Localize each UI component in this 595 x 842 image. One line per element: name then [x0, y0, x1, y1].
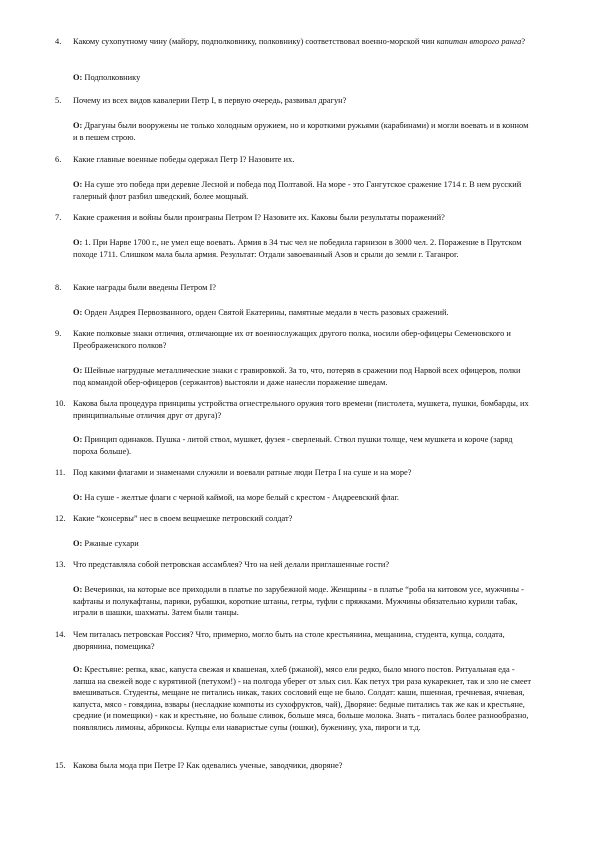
answer-prefix: О: [73, 238, 83, 247]
question-text: Почему из всех видов кавалерии Петр I, в первую очередь, развивал драгун? [73, 96, 347, 105]
question-number: 6. [55, 155, 62, 164]
answer-10 [73, 434, 533, 457]
question-number: 11. [55, 468, 66, 477]
answer-prefix: О: [73, 366, 83, 375]
question-text: Какие полковые знаки отличия, отличающие их от военнослужащих другого полка, носили обер-офицеры Семеновского и Преображенского полков? [73, 329, 511, 350]
answer-text: Ржаные сухари [84, 539, 139, 548]
answer-prefix: О: [73, 121, 83, 130]
question-text: Какому сухопутному чину (майору, подполковнику, полковнику) соответствовал военно-морской чин капитан второго ранга? [73, 37, 526, 46]
question-number: 13. [55, 560, 66, 569]
answer-prefix: О: [73, 585, 83, 594]
answer-12 [73, 538, 533, 550]
answer-text: Принцип одинаков. Пушка - литой ствол, мушкет, фузея - сверленый. Ствол пушки толще, чем мушкета и короче (заряд пороха больше). [73, 435, 513, 456]
question-number: 15. [55, 761, 66, 770]
question-number: 8. [55, 283, 62, 292]
answer-text: Подполковнику [84, 73, 141, 82]
answer-text: На суше это победа при деревне Лесной и победа под Полтавой. На море - это Гангутское сражение 1714 г. В нем русский галерный флот разбил шведский, более мощный. [73, 180, 522, 201]
answer-prefix: О: [73, 308, 83, 317]
answer-prefix: О: [73, 73, 83, 82]
question-number: 7. [55, 213, 62, 222]
question-text: Какова была процедура принципы устройства огнестрельного оружия того времени (пистолета, мушкета, пушки, бомбарды, их принципиальные отличия друг от друга)? [73, 399, 529, 420]
answer-text: Шейные нагрудные металлические знаки с гравировкой. За то, что, потеряв в сражении под Нарвой всех офицеров, полки под командой обер-офицеров (сержантов) выстояли и даже нанесли поражение шведам. [73, 366, 521, 387]
answer-6 [73, 179, 533, 202]
answer-text: Вечеринки, на которые все приходили в платье по зарубежной моде. Женщины - в платье “роба на китовом усе, мужчины - кафтаны и полукафтаны, парики, рубашки, короткие штаны, гетры, туфли с пряжками. Мужчины обязательно курили табак, играли в шашки, шахматы. Затем были танцы. [73, 585, 524, 618]
answer-text: Орден Андрея Первозванного, орден Святой Екатерины, памятные медали в честь разовых сражений. [84, 308, 449, 317]
question-text: Какие “консервы” нес в своем вещмешке петровский солдат? [73, 514, 293, 523]
answer-text: На суше - желтые флаги с черной каймой, на море белый с крестом - Андреевский флаг. [84, 493, 399, 502]
answer-prefix: О: [73, 665, 83, 674]
answer-prefix: О: [73, 493, 83, 502]
answer-text: 1. При Нарве 1700 г., не умел еще воевать. Армия в 34 тыс чел не победила гарнизон в 3000 чел. 2. Поражение в Прутском походе 1711. Слишком мала была армия. Результат: Отдали завоеванный Азов и срыли до земли г. Таганрог. [73, 238, 522, 259]
question-text: Под какими флагами и знаменами служили и воевали ратные люди Петра I на суше и на море? [73, 468, 412, 477]
answer-9 [73, 365, 533, 388]
question-number: 9. [55, 329, 62, 338]
answer-prefix: О: [73, 539, 83, 548]
question-italic-term: капитан второго ранга [436, 37, 522, 46]
answer-11 [73, 492, 533, 504]
answer-text: Крестьяне: репка, квас, капуста свежая и квашеная, хлеб (ржаной), мясо ели редко, было много постов. Ритуальная еда - лапша на свежей воде с курятиной (петухом!) - на полгода уберег от злых сил. Как петух три раза кукарекнет, так и зло не смеет вмешиваться. Студенты, мещане не питались никак, таких сословий еще не было. Солдат: каши, пшенная, гречневая, ячневая, капуста, мясо - говядина, взвары (несладкие компоты из сухофруктов, чай), Дворяне: бедные питались так же как и крестьяне, средние (и помещики) - как и крестьяне, но больше сливок, больше мяса, больше молока. Знать - питалась более разнообразно, появлялись лимоны, абрикосы. Купцы ели наваристые супы (юшки), буженину, уха, пироги и т.д. [73, 665, 532, 732]
question-text: Какие главные военные победы одержал Петр I? Назовите их. [73, 155, 295, 164]
question-number: 12. [55, 514, 66, 523]
question-number: 14. [55, 630, 66, 639]
answer-prefix: О: [73, 180, 83, 189]
answer-13 [73, 584, 533, 619]
question-text: Какие сражения и войны были проиграны Петром I? Назовите их. Каковы были результаты поражений? [73, 213, 445, 222]
answer-prefix: О: [73, 435, 83, 444]
question-text: Какие награды были введены Петром I? [73, 283, 217, 292]
answer-text: Драгуны были вооружены не только холодным оружием, но и короткими ружьями (карабинами) и могли воевать и в конном и в пешем строю. [73, 121, 529, 142]
answer-5 [73, 120, 533, 143]
answer-4 [73, 72, 533, 84]
question-text: Что представляла собой петровская ассамблея? Что на ней делали приглашенные гости? [73, 560, 390, 569]
question-number: 5. [55, 96, 62, 105]
question-text: Какова была мода при Петре I? Как одевались ученые, заводчики, дворяне? [73, 761, 343, 770]
answer-8 [73, 307, 533, 319]
question-text: Чем питалась петровская Россия? Что, примерно, могло быть на столе крестьянина, мещанина, студента, купца, солдата, дворянина, помещика? [73, 630, 505, 651]
question-number: 10. [55, 399, 66, 408]
question-number: 4. [55, 37, 62, 46]
answer-14 [73, 664, 533, 734]
answer-7 [73, 237, 533, 260]
